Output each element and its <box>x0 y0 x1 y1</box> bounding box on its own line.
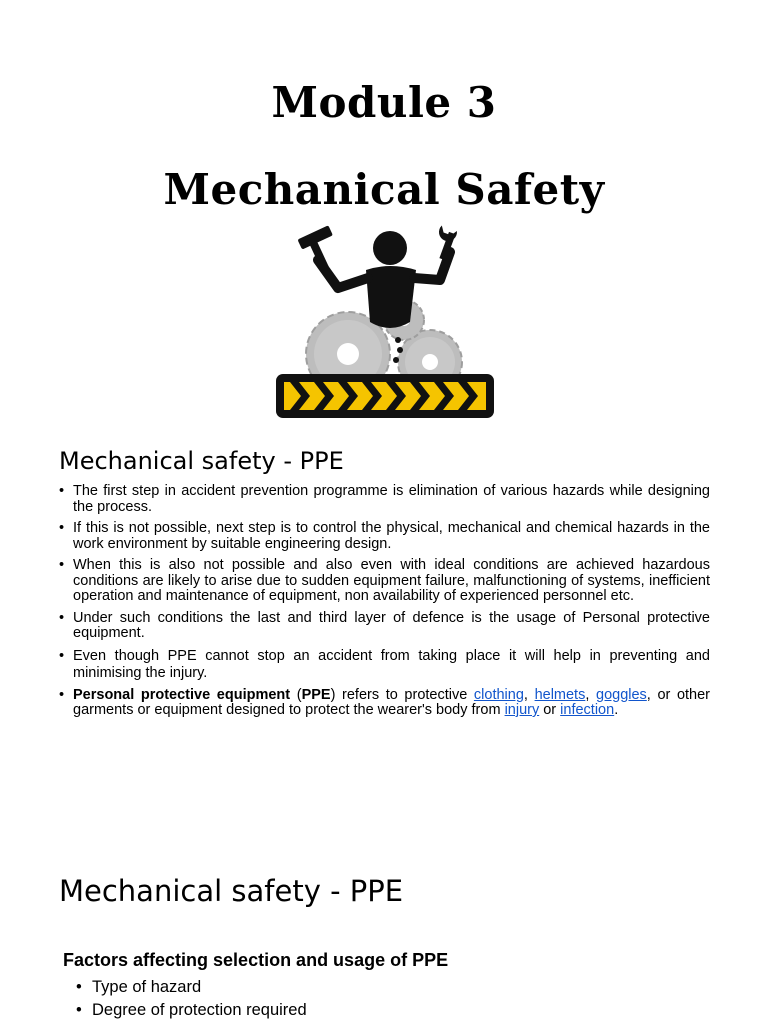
hazard-stripe-icon <box>276 374 494 418</box>
text-span: ) refers to protective <box>330 686 474 703</box>
text-span: , <box>585 686 596 703</box>
module-title: Mechanical Safety <box>163 165 605 214</box>
ppe-abbreviation: PPE <box>301 686 331 703</box>
list-item: • When this is also not possible and also even with ideal conditions are achieved hazardous conditions are likely to arise due to sudden equipment failure, malfunctioning of systems, inefficient operation and maintenance of equipment, non availability of experienced personnel etc. <box>59 558 710 605</box>
section-heading: Mechanical safety - PPE <box>59 447 344 475</box>
list-item: • Type of hazard <box>76 976 476 999</box>
ppe-term: Personal protective equipment <box>73 686 291 703</box>
list-item: • Under such conditions the last and third layer of defence is the usage of Personal protective equipment. <box>59 611 710 642</box>
list-item: • Degree of protection required <box>76 999 476 1022</box>
ppe-definition-item <box>59 688 710 719</box>
section-heading-2: Mechanical safety - PPE <box>59 874 404 908</box>
text-span: , <box>523 686 535 703</box>
factors-subheading: Factors affecting selection and usage of PPE <box>63 950 449 970</box>
helmets-link[interactable]: helmets <box>534 686 586 703</box>
text-span: or <box>539 702 561 718</box>
factors-bullet-list <box>76 976 476 1022</box>
goggles-link[interactable]: goggles <box>596 686 647 703</box>
text-span: , or other garments or equipment designed to protect the wearer's body from <box>73 686 711 718</box>
list-item: • The first step in accident prevention programme is elimination of various hazards while designing the process. <box>59 484 710 515</box>
infection-link[interactable]: infection <box>560 702 615 718</box>
module-number-title: Module 3 <box>271 78 497 127</box>
injury-link[interactable]: injury <box>504 702 540 718</box>
text-span: . <box>614 702 619 718</box>
clothing-link[interactable]: clothing <box>473 686 524 703</box>
list-item: • If this is not possible, next step is to control the physical, mechanical and chemical hazards in the work environment by suitable engineering design. <box>59 521 710 552</box>
ppe-bullet-list <box>59 484 710 725</box>
mechanical-safety-illustration <box>270 222 500 422</box>
text-span: ( <box>290 686 302 703</box>
list-item: • Even though PPE cannot stop an accident from taking place it will help in preventing and minimising the injury. <box>59 648 710 682</box>
